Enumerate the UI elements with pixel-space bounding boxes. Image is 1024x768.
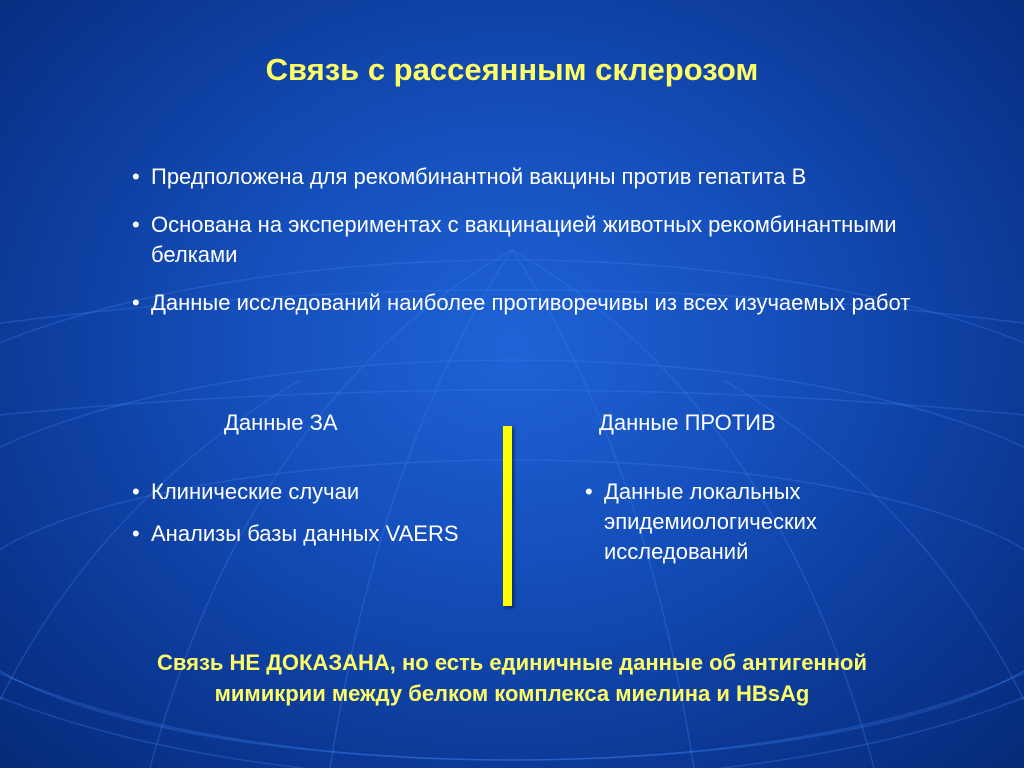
for-evidence-item: • Анализы базы данных VAERS: [127, 519, 487, 549]
conclusion-text: Связь НЕ ДОКАЗАНА, но есть единичные данные об антигенной мимикрии между белком комплекса миелина и HBsAg: [157, 650, 867, 706]
main-bullet-list: [127, 162, 927, 336]
for-evidence-item: • Клинические случаи: [127, 477, 487, 507]
for-evidence-list: [127, 477, 487, 561]
column-divider: [503, 426, 512, 606]
slide-title: Связь с рассеянным склерозом: [265, 52, 759, 87]
for-column-heading: Данные ЗА: [224, 410, 338, 435]
against-evidence-item: • Данные локальных эпидемиологических исследований: [580, 477, 940, 567]
main-bullet-item: • Предположена для рекомбинантной вакцины против гепатита В: [127, 162, 927, 192]
against-evidence-list: [580, 477, 940, 567]
main-bullet-item: • Основана на экспериментах с вакцинацией животных рекомбинантными белками: [127, 210, 927, 270]
against-column-heading: Данные ПРОТИВ: [599, 410, 776, 435]
main-bullet-item: • Данные исследований наиболее противоречивы из всех изучаемых работ: [127, 288, 927, 318]
